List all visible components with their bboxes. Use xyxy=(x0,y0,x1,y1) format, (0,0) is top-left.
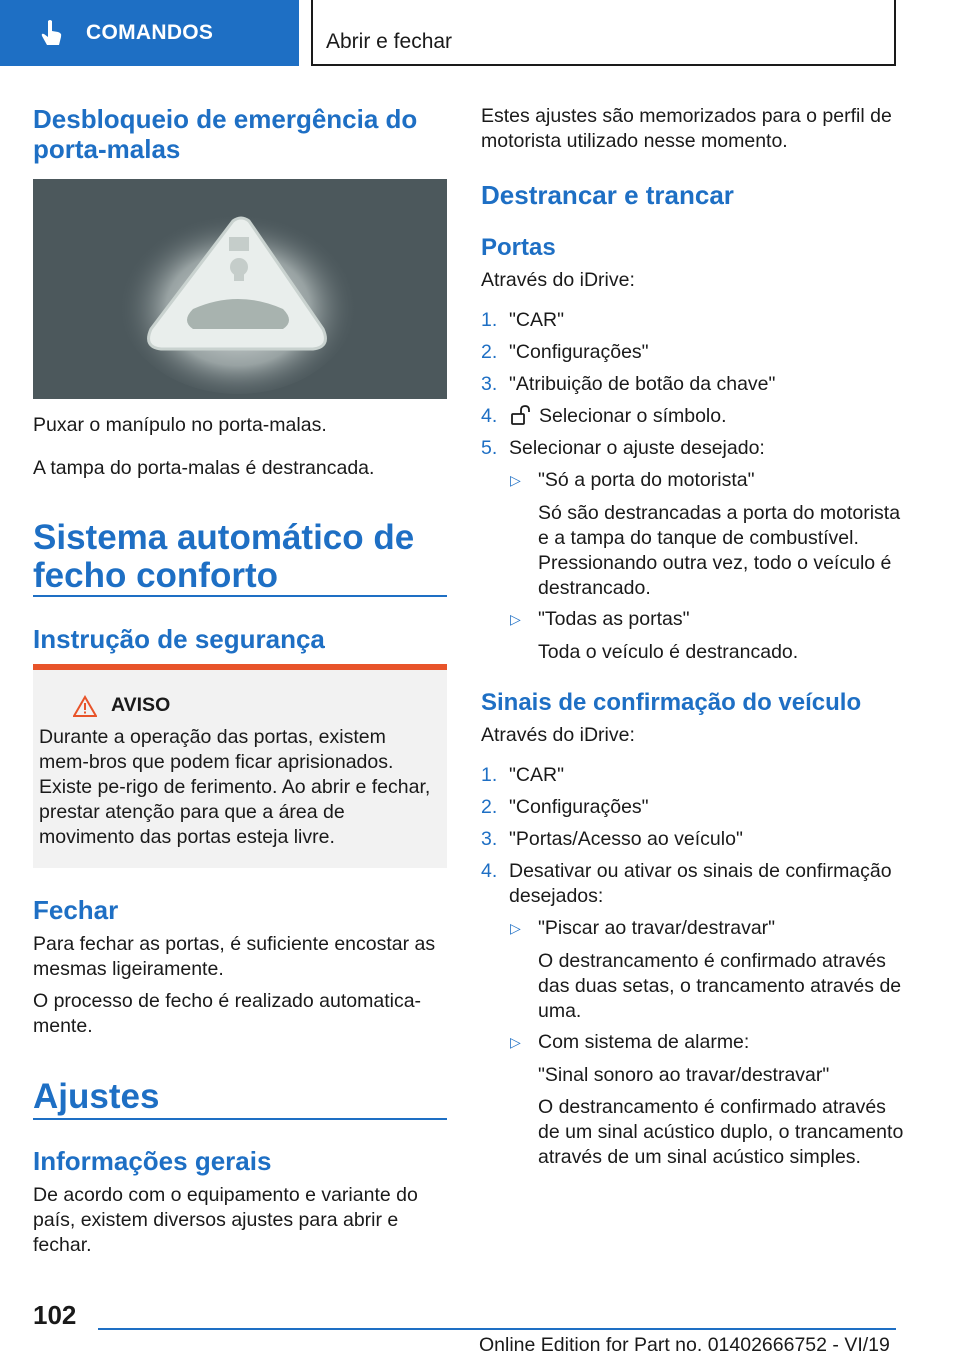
warning-label: AVISO xyxy=(111,694,171,716)
chapter-title: Abrir e fechar xyxy=(326,30,453,53)
triangle-bullet-icon: ▷ xyxy=(510,611,521,627)
doors-heading: Portas xyxy=(481,234,556,261)
photo-caption-1: Puxar o manípulo no porta-malas. xyxy=(33,414,327,436)
warning-text: Durante a operação das portas, existem mem-bros que podem ficar aprisionados. Existe pe-rigo de ferimento. Ao abrir e fechar, prestar atenção para que a área de movimento das portas esteja livre. xyxy=(39,726,431,848)
close-paragraph-1: Para fechar as portas, é suficiente encostar as mesmas ligeiramente. xyxy=(33,933,436,980)
triangle-bullet-icon: ▷ xyxy=(510,920,521,936)
settings-memory-paragraph: Estes ajustes são memorizados para o perfil de motorista utilizado nesse momento. xyxy=(481,105,892,152)
safety-heading: Instrução de segurança xyxy=(33,624,325,654)
triangle-bullet-icon: ▷ xyxy=(510,1034,521,1050)
hand-pointer-icon xyxy=(40,19,64,47)
footer-rule xyxy=(98,1328,896,1330)
warning-triangle-icon xyxy=(73,695,97,717)
option-title: "Todas as portas" xyxy=(538,608,690,630)
section-rule xyxy=(33,595,447,597)
close-paragraph-2: O processo de fecho é realizado automatica-mente. xyxy=(33,990,422,1037)
photo-caption-2: A tampa do porta-malas é destrancada. xyxy=(33,457,375,479)
option-description: Toda o veículo é destrancado. xyxy=(538,641,799,663)
general-info-paragraph: De acordo com o equipamento e variante do país, existem diversos ajustes para abrir e fechar. xyxy=(33,1184,418,1256)
via-idrive-2: Através do iDrive: xyxy=(481,724,635,746)
unlock-lock-heading: Destrancar e trancar xyxy=(481,180,734,210)
trunk-handle-photo xyxy=(33,179,447,399)
settings-heading: Ajustes xyxy=(33,1077,160,1116)
unlock-symbol-icon xyxy=(509,405,531,425)
option-description: O destrancamento é confirmado através das duas setas, o trancamento através de uma. xyxy=(538,950,902,1022)
signals-heading: Sinais de confirmação do veículo xyxy=(481,689,862,716)
emergency-release-heading: Desbloqueio de emergência do porta-malas xyxy=(33,104,418,164)
header-divider xyxy=(311,0,313,66)
close-heading: Fechar xyxy=(33,895,119,925)
header-underline xyxy=(311,64,896,66)
header-end-line xyxy=(894,0,896,66)
triangle-bullet-icon: ▷ xyxy=(510,472,521,488)
section-rule xyxy=(33,1118,447,1120)
option-title: "Só a porta do motorista" xyxy=(538,469,755,491)
page-number: 102 xyxy=(33,1300,77,1330)
option-description: O destrancamento é confirmado através de um sinal acústico duplo, o trancamento através de um sinal acústico simples. xyxy=(538,1096,904,1168)
section-label: COMANDOS xyxy=(86,21,214,44)
edition-footer: Online Edition for Part no. 01402666752 - VI/19 xyxy=(479,1334,890,1356)
auto-close-heading: Sistema automático de fecho conforto xyxy=(33,518,415,595)
section-tab xyxy=(0,0,299,66)
warning-box xyxy=(33,664,447,868)
option-title: "Piscar ao travar/destravar" xyxy=(538,917,776,939)
general-info-heading: Informações gerais xyxy=(33,1146,272,1176)
option-subtitle: "Sinal sonoro ao travar/destravar" xyxy=(538,1064,830,1086)
via-idrive-1: Através do iDrive: xyxy=(481,269,635,291)
option-title: Com sistema de alarme: xyxy=(538,1031,750,1053)
option-description: Só são destrancadas a porta do motorista e a tampa do tanque de combustível. Pressionando outra vez, todo o veículo é destrancado. xyxy=(538,502,901,599)
